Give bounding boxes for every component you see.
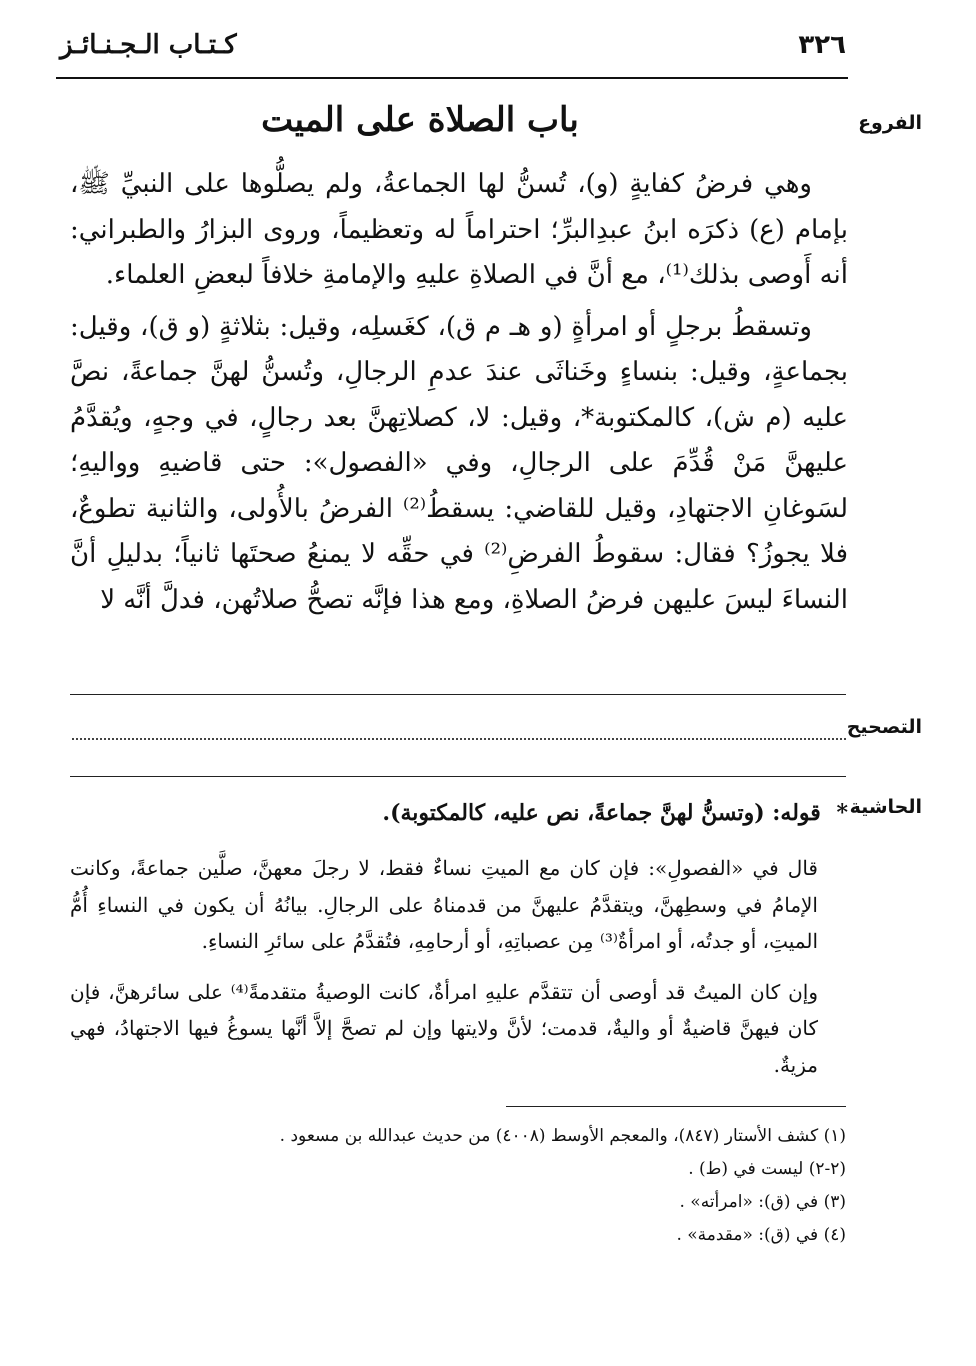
main-paragraph: وهي فرضُ كفايةٍ (و)، تُسنُّ لها الجماعةُ، ولم يصلُّوها على النبيِّ ﷺ، بإمام (ع) ذكرَه ابنُ عبدِالبرِّ؛ احتراماً له وتعظيماً، وروى البزارُ والطبراني: أنه أَوصى بذلك⁽¹⁾، مع أنَّ في الصلاةِ عليهِ والإمامةِ خلافاً لبعضِ العلماء. [70, 169, 848, 290]
footnote-rule [506, 1106, 846, 1107]
chapter-title: باب الصلاة على الميت [261, 100, 579, 140]
main-text [70, 162, 848, 629]
section-rule [70, 776, 846, 777]
footnote: (٢-٢) ليست في (ط) . [688, 1159, 846, 1179]
hashiya-heading [70, 800, 848, 826]
header-rule [56, 77, 848, 79]
star-marker: * [836, 800, 848, 826]
running-header [56, 30, 846, 74]
footnote: (١) كشف الأستار (٨٤٧)، والمعجم الأوسط (٤٠٠٨) من حديث عبدالله بن مسعود . [279, 1126, 846, 1146]
footnotes [120, 1120, 846, 1252]
hashiya-paragraph: وإن كان الميتُ قد أوصى أن تتقدَّم عليهِ امرأةٌ، كانت الوصيةُ متقدمةً⁽⁴⁾ على سائرهنَّ، فإن كان فيهنَّ قاضيةٌ أو واليةٌ، قدمت؛ لأنَّ ولايتها وإن لم تصحَّ إلاَّ أنَّها يسوغُ فيها الاجتهادُ، فهي مزيةٌ. [70, 979, 818, 1077]
footnote: (٤) في (ق): «مقدمة» . [676, 1225, 846, 1245]
book-title: كـتـاب الـجـنـائـز [60, 30, 237, 60]
hashiya-heading-text: قوله: (وتسنُّ لهنَّ جماعةً، نص عليه، كالمكتوبة). [382, 800, 821, 826]
main-paragraph: وتسقطُ برجلٍ أو امرأةٍ (و هـ م ق)، كغَسلِه، وقيل: بثلاثةٍ (و ق)، وقيل: بجماعةٍ، وقيل: بنساءٍ وخَناثَى عندَ عدمِ الرجالِ، وتُسنُّ لهنَّ جماعةً، نصَّ عليه (م ش)، كالمكتوبة*، وقيل: لا، كصلاتِهنَّ بعد رجالٍ، في وجهٍ، ويُقدَّمُ عليهنَّ مَنْ قُدِّمَ على الرجالِ، وفي «الفصول»: حتى قاضيهِ وواليهِ؛ لسَوغانِ الاجتهادِ، وقيل للقاضي: يسقطُ⁽²⁾ الفرضُ بالأُولى، والثانية تطوعٌ، فلا يجوزُ؟ فقال: سقوطُ الفرضِ⁽²⁾ في حقِّه لا يمنعُ صحتَها ثانياً؛ بدليلِ أنَّ النساءَ ليسَ عليهن فرضُ الصلاةِ، ومع هذا فإنَّه تصحُّ صلاتُهن، فدلَّ أنَّه لا [70, 311, 848, 615]
margin-label-furu: الفروع [858, 112, 922, 134]
footnote: (٣) في (ق): «امرأته» . [679, 1192, 846, 1212]
hashiya-text [70, 850, 818, 1097]
page-number: ٣٢٦ [798, 30, 846, 60]
correction-dotted-line [72, 738, 846, 740]
section-rule [70, 694, 846, 695]
margin-label-tashih: التصحيح [846, 716, 922, 738]
margin-label-hashiya: الحاشية [849, 796, 922, 818]
hashiya-paragraph: قال في «الفصولِ»: فإن كان مع الميتِ نساءٌ فقط، لا رجلَ معهنَّ، صلَّين جماعةً، وكانت الإمامُ في وسطِهنَّ، ويتقدَّمُ عليهنَّ من قدمناهُ على الرجالِ. بيانُهُ أن يكون في النساءِ أُمُّ الميتِ، أو جدتُه، أو امرأةٌ⁽³⁾ مِن عصباتِهِ، أو أرحامِهِ، فتُقدَّمُ على سائرِ النساءِ. [70, 856, 818, 953]
